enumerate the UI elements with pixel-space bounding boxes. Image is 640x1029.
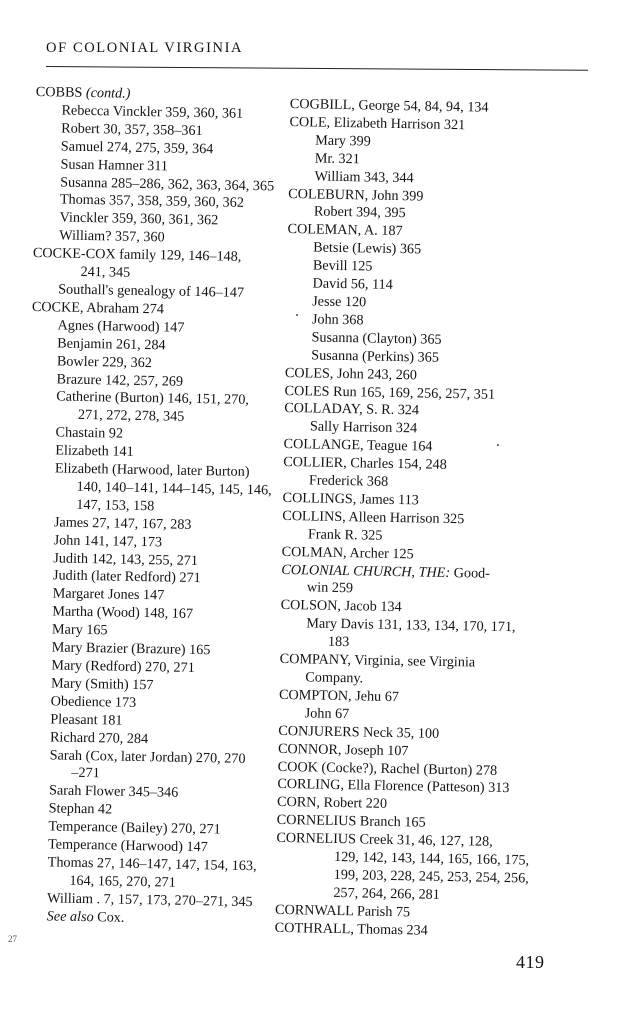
index-entry: 257, 264, 266, 281 [333, 884, 440, 903]
index-entry: Robert 394, 395 [313, 203, 406, 222]
index-entry: John 67 [304, 705, 350, 723]
index-entry: Vinckler 359, 360, 361, 362 [59, 209, 219, 229]
index-column-left [21, 84, 298, 930]
index-entry: COLES Run 165, 169, 256, 257, 351 [284, 382, 496, 403]
index-entry: Jesse 120 [312, 293, 367, 311]
index-entry: Sarah (Cox, later Jordan) 270, 270 [49, 746, 246, 767]
header-rule [46, 66, 588, 71]
ink-speck [497, 444, 499, 446]
index-entry: Elizabeth (Harwood, later Burton) [54, 460, 250, 481]
index-entry: Chastain 92 [55, 424, 124, 442]
index-entry: COMPTON, Jehu 67 [278, 686, 400, 706]
index-entry: David 56, 114 [312, 275, 393, 293]
index-entry: COLEMAN, A. 187 [287, 221, 403, 240]
index-entry: Mary (Smith) 157 [50, 675, 154, 694]
index-entry: Thomas 357, 358, 359, 360, 362 [59, 191, 245, 212]
index-entry: John 141, 147, 173 [53, 532, 163, 551]
index-entry: Frank R. 325 [307, 526, 383, 544]
index-entry: Southall's genealogy of 146–147 [58, 281, 245, 301]
index-entry: Margaret Jones 147 [52, 585, 165, 604]
index-column-right [275, 96, 580, 943]
index-entry: Sarah Flower 345–346 [48, 782, 179, 802]
index-entry: Brazure 142, 257, 269 [56, 370, 184, 390]
index-entry: Mary Brazier (Brazure) 165 [51, 639, 211, 659]
index-entry: 147, 153, 158 [76, 496, 155, 515]
index-entry: CORNWALL Parish 75 [274, 901, 411, 921]
index-entry: win 259 [306, 579, 354, 597]
index-entry: Samuel 274, 275, 359, 364 [60, 138, 214, 157]
index-entry: Richard 270, 284 [49, 728, 149, 747]
index-entry: Temperance (Harwood) 147 [47, 836, 208, 856]
index-entry: Frederick 368 [308, 472, 389, 490]
page-number: 419 [516, 952, 545, 972]
index-entry: CORNELIUS Creek 31, 46, 127, 128, [276, 830, 493, 850]
index-entry: Susanna 285–286, 362, 363, 364, 365 [60, 173, 275, 194]
index-entry: Agnes (Harwood) 147 [57, 317, 185, 336]
index-entry: Pleasant 181 [50, 711, 123, 729]
index-entry: William . 7, 157, 173, 270–271, 345 [46, 890, 253, 910]
index-entry: Mary 399 [315, 132, 371, 150]
index-entry: COLEBURN, John 399 [288, 185, 424, 204]
index-entry: COLES, John 243, 260 [284, 364, 418, 383]
index-entry: Susan Hamner 311 [60, 156, 169, 175]
index-entry: COOK (Cocke?), Rachel (Burton) 278 [277, 758, 498, 779]
index-entry: Temperance (Bailey) 270, 271 [48, 818, 221, 838]
index-entry: 199, 203, 228, 245, 253, 254, 256, [333, 866, 529, 887]
running-title: OF COLONIAL VIRGINIA [46, 40, 244, 56]
index-entry: Bowler 229, 362 [56, 353, 153, 371]
index-entry: CORN, Robert 220 [276, 794, 388, 813]
index-entry: CONJURERS Neck 35, 100 [278, 722, 440, 742]
index-entry: COMPANY, Virginia, see Virginia [279, 651, 476, 671]
index-entry: James 27, 147, 167, 283 [53, 514, 192, 533]
index-entry: Mary Davis 131, 133, 134, 170, 171, [306, 615, 516, 636]
index-entry: Betsie (Lewis) 365 [313, 239, 422, 258]
index-entry: COCKE, Abraham 274 [31, 298, 165, 318]
index-entry: COLSON, Jacob 134 [280, 597, 402, 616]
index-entry: COBBS (contd.) [35, 84, 131, 102]
index-entry: William? 357, 360 [59, 227, 165, 246]
index-entry: See also Cox. [46, 908, 125, 926]
index-entry: COTHRALL, Thomas 234 [274, 919, 428, 939]
index-entry: Mary 165 [51, 621, 108, 639]
index-entry: Benjamin 261, 284 [57, 335, 166, 354]
index-entry: COCKE-COX family 129, 146–148, [32, 245, 242, 265]
index-entry: 271, 272, 278, 345 [77, 407, 185, 426]
index-entry: COLLINGS, James 113 [282, 489, 419, 509]
index-entry: CORNELIUS Branch 165 [276, 812, 426, 831]
index-entry: Company. [305, 669, 364, 687]
index-entry: John 368 [311, 311, 364, 329]
index-entry: 140, 140–141, 144–145, 145, 146, [76, 478, 272, 499]
index-entry: Stephan 42 [48, 800, 113, 818]
index-entry: COLONIAL CHURCH, THE: Good- [281, 561, 491, 582]
index-entry: Thomas 27, 146–147, 147, 154, 163, [47, 854, 257, 875]
index-entry: COLLIER, Charles 154, 248 [283, 454, 447, 474]
index-entry: Robert 30, 357, 358–361 [61, 120, 203, 139]
index-entry: COGBILL, George 54, 84, 94, 134 [289, 96, 489, 116]
index-entry: 129, 142, 143, 144, 165, 166, 175, [333, 848, 530, 869]
index-entry: Elizabeth 141 [55, 442, 134, 460]
index-entry: COLLANGE, Teague 164 [283, 436, 433, 455]
index-entry: CONNOR, Joseph 107 [277, 740, 409, 759]
index-entry: Susanna (Clayton) 365 [311, 329, 442, 348]
index-entry: COLLINS, Alleen Harrison 325 [282, 507, 465, 528]
index-entry: Judith (later Redford) 271 [52, 567, 201, 587]
index-entry: Susanna (Perkins) 365 [311, 347, 440, 366]
index-entry: Martha (Wood) 148, 167 [52, 603, 194, 623]
index-entry: Bevill 125 [312, 257, 373, 275]
index-entry: 241, 345 [80, 263, 131, 281]
index-entry: 164, 165, 270, 271 [69, 872, 176, 891]
margin-mark: 27 [8, 934, 17, 944]
index-entry: Mary (Redford) 270, 271 [51, 657, 195, 677]
index-entry: CORLING, Ella Florence (Patteson) 313 [277, 776, 510, 797]
index-entry: COLE, Elizabeth Harrison 321 [289, 113, 466, 134]
ink-speck [296, 314, 298, 316]
index-entry: Rebecca Vinckler 359, 360, 361 [61, 102, 244, 122]
index-entry: COLMAN, Archer 125 [281, 543, 414, 562]
index-entry: Sally Harrison 324 [309, 418, 418, 437]
index-entry: Catherine (Burton) 146, 151, 270, [56, 388, 250, 409]
index-entry: Mr. 321 [314, 150, 360, 168]
index-entry: Obedience 173 [50, 693, 137, 711]
index-entry: William 343, 344 [314, 168, 414, 186]
index-entry: Judith 142, 143, 255, 271 [53, 549, 199, 569]
index-entry: –271 [71, 765, 100, 782]
index-entry: 183 [327, 633, 350, 651]
index-entry: COLLADAY, S. R. 324 [284, 400, 420, 419]
